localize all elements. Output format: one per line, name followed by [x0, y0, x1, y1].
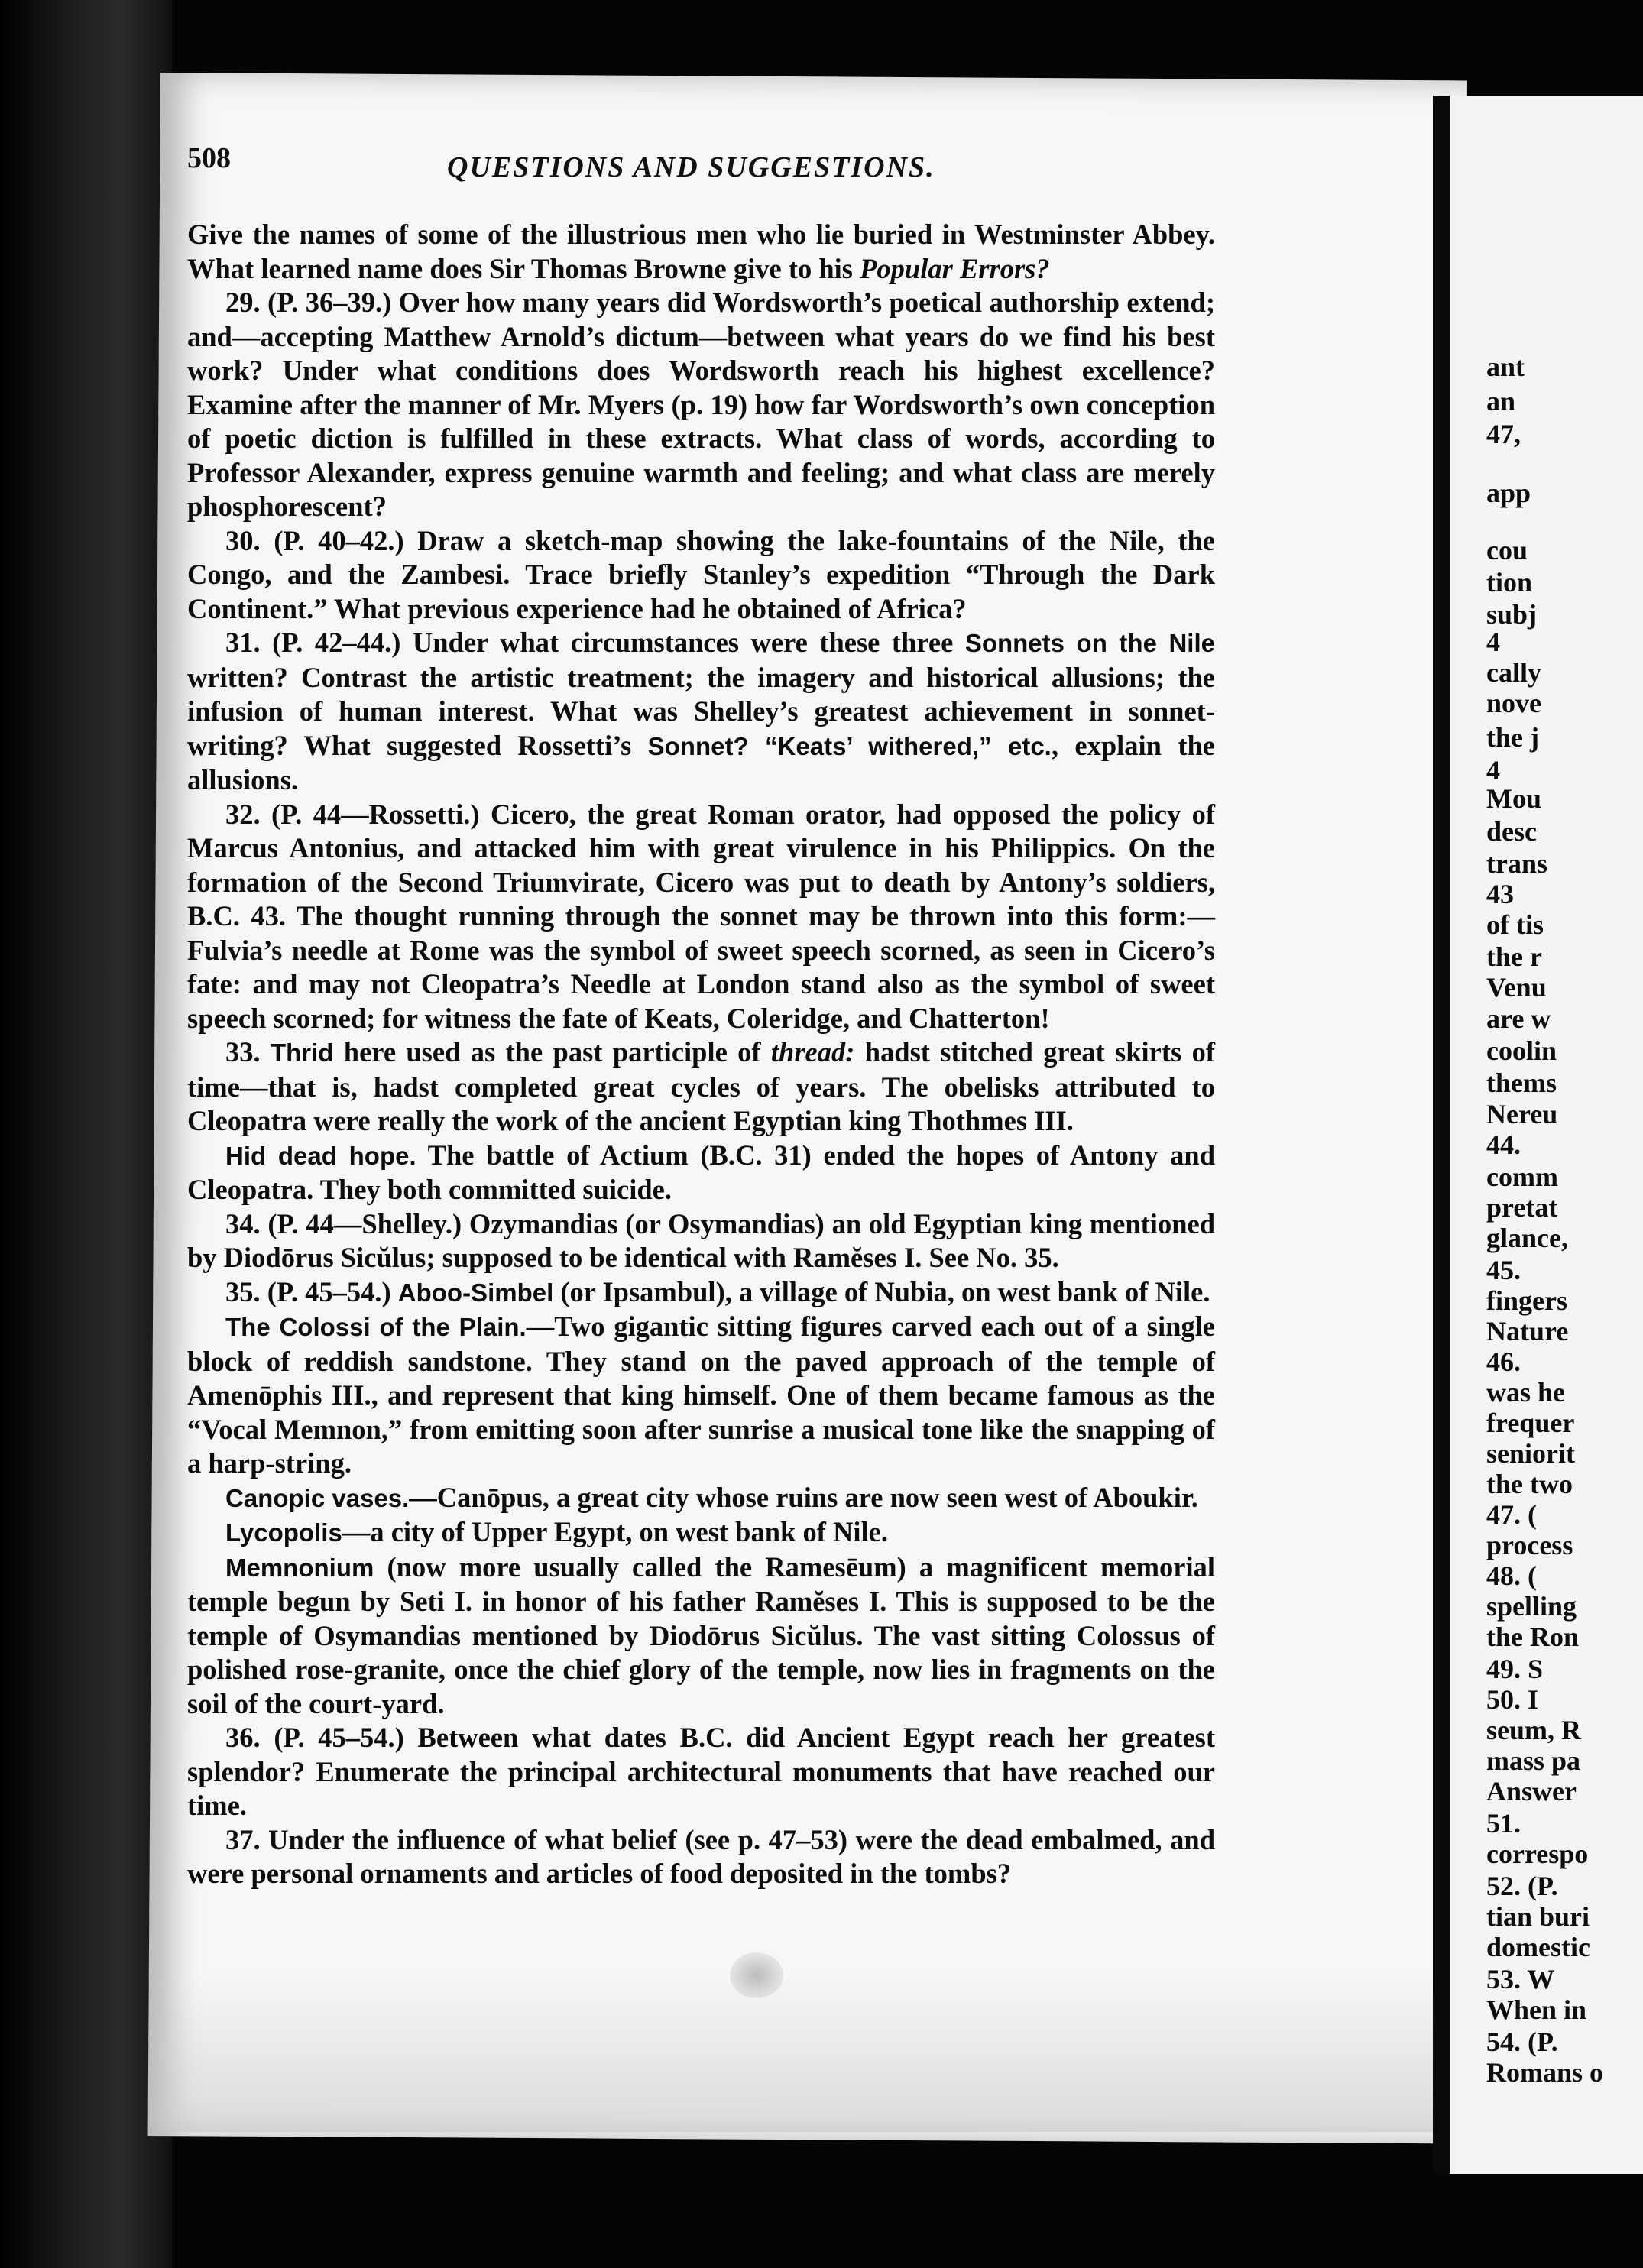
facing-page-fragment: Venu: [1486, 972, 1547, 1003]
page-shadow: [160, 1972, 1467, 2132]
bold-term: Thrid: [270, 1038, 334, 1067]
facing-page-fragment: of tis: [1486, 909, 1544, 940]
text-run: 32. (P. 44—Rossetti.) Cicero, the great Roman orator, had opposed the policy of Marcus Antonius, and attacked him with great virulence in his Philippics. On the formation of the Second Triumvirate, Cicero was put to death by Antony’s soldiers, B.C. 43. The thought running through the sonnet may be thrown into this form:—Fulvia’s needle at Rome was the symbol of sweet speech scorned, as seen in Cicero’s fate: and may not Cleopatra’s Needle at London stand also as the symbol of sweet speech scorned; for witness the fate of Keats, Coleridge, and Chatterton!: [187, 798, 1215, 1034]
facing-page-fragment: 50. I: [1486, 1684, 1539, 1715]
facing-page-fragment: the Ron: [1486, 1622, 1580, 1652]
facing-page-fragment: glance,: [1486, 1223, 1568, 1253]
facing-page-fragment: app: [1486, 478, 1531, 508]
facing-page-fragment: the j: [1486, 722, 1539, 753]
facing-page-fragment: 47. (: [1486, 1499, 1537, 1530]
text-run: hadst stitched great skirts of time—that is, hadst completed great cycles of years. The obelisks attributed to Cleopatra were really the work of the ancient Egyptian king Thothmes III.: [187, 1036, 1215, 1136]
facing-page-fragment: ant: [1486, 352, 1525, 382]
text-run: —Two gigantic sitting figures carved each out of a single block of reddish sandstone. They stand on the paved approach of the temple of Amenōphis III., and represent that king himself. One of them became famous as the “Vocal Memnon,” from emitting soon after sunrise a musical tone like the snapping of a harp-string.: [187, 1311, 1215, 1479]
facing-page-fragment: an: [1486, 386, 1516, 416]
facing-page-fragment: process: [1486, 1530, 1573, 1560]
facing-page-fragment: Mou: [1486, 783, 1541, 814]
text-run: (or Ipsambul), a village of Nubia, on west bank of Nile.: [553, 1275, 1210, 1307]
text-run: 29. (P. 36–39.) Over how many years did Wordsworth’s poetical authorship extend; and—accepting Matthew Arnold’s dictum—between what years do we find his best work? Under what conditions does Wordsworth reach his highest excellence? Examine after the manner of Mr. Myers (p. 19) how far Wordsworth’s own conception of poetic diction is fulfilled in these extracts. What class of words, according to Professor Alexander, express genuine warmth and feeling; and what class are merely phosphorescent?: [187, 287, 1215, 522]
text-run: —Canōpus, a great city whose ruins are now seen west of Aboukir.: [409, 1481, 1198, 1513]
text-run: 30. (P. 40–42.) Draw a sketch-map showing the lake-fountains of the Nile, the Congo, and the Zambesi. Trace briefly Stanley’s expedition “Through the Dark Continent.” What previous experience had he obtained of Africa?: [187, 524, 1215, 624]
facing-page-fragment: Nature: [1486, 1316, 1569, 1346]
bold-term: Lycopolis: [225, 1518, 342, 1547]
facing-page-fragment: 54. (P.: [1486, 2027, 1558, 2057]
facing-page-fragment: cally: [1486, 657, 1541, 688]
facing-page-fragment: 4: [1486, 627, 1500, 657]
text-run: 36. (P. 45–54.) Between what dates B.C. did Ancient Egypt reach her greatest splendor? Enumerate the principal architectural monuments that have reached our time.: [187, 1722, 1215, 1821]
facing-page-fragment: 47,: [1486, 419, 1521, 449]
facing-page-fragment: nove: [1486, 688, 1541, 718]
text-run: 33.: [225, 1036, 271, 1068]
text-run: 34. (P. 44—Shelley.) Ozymandias (or Osymandias) an old Egyptian king mentioned by Diodōrus Sicŭlus; supposed to be identical with Ramĕses I. See No. 35.: [187, 1207, 1215, 1273]
text-run: here used as the past participle of: [333, 1036, 771, 1068]
paragraph: [187, 524, 1215, 627]
paragraph: [187, 626, 1215, 798]
facing-page-fragment: 52. (P.: [1486, 1871, 1558, 1901]
text-run: written? Contrast the artistic treatment; the imagery and historical allusions; the infusion of human interest. What was Shelley’s greatest achievement in sonnet-writing? What suggested Rossetti’s: [187, 661, 1215, 761]
facing-page-fragment: frequer: [1486, 1408, 1575, 1438]
paragraph: [187, 1035, 1215, 1139]
paragraph: [187, 1310, 1215, 1481]
bold-term: Sonnets on the Nile: [964, 629, 1215, 657]
text-run: 35. (P. 45–54.): [225, 1275, 398, 1307]
facing-page-fragment: the two: [1486, 1469, 1573, 1499]
bold-term: Aboo-Simbel: [397, 1278, 554, 1307]
bold-term: Memnonium: [225, 1553, 374, 1582]
facing-page-fragment: tian buri: [1486, 1901, 1590, 1932]
paragraph: [187, 1207, 1215, 1275]
facing-page-fragment: 43: [1486, 879, 1514, 909]
text-run: —a city of Upper Egypt, on west bank of Nile.: [342, 1516, 888, 1547]
facing-page-fragment: 45.: [1486, 1255, 1521, 1285]
text-run: 31. (P. 42–44.) Under what circumstances were these three: [225, 627, 965, 658]
paragraph: [187, 1139, 1215, 1207]
facing-page-fragment: 51.: [1486, 1808, 1521, 1839]
running-head: [187, 141, 1551, 183]
paragraph: [187, 218, 1215, 286]
italic-text: thread:: [770, 1036, 855, 1068]
facing-page-fragment: domestic: [1486, 1932, 1590, 1962]
facing-page-fragment: pretat: [1486, 1192, 1558, 1223]
paragraph: [187, 1481, 1215, 1516]
facing-page-fragment: 49. S: [1486, 1654, 1544, 1684]
facing-page-fragment: seniorit: [1486, 1438, 1575, 1469]
facing-page-fragment: 4: [1486, 755, 1500, 786]
facing-page-fragment: correspo: [1486, 1839, 1589, 1869]
facing-page-fragment: Romans o: [1486, 2057, 1604, 2088]
text-run: (now more usually called the Ramesēum) a magnificent memorial temple begun by Seti I. in honor of his father Ramĕses I. This is supposed to be the temple of Osymandias mentioned by Diodōrus Sicŭlus. The vast sitting Colossus of polished rose-granite, once the chief glory of the temple, now lies in fragments on the soil of the court-yard.: [187, 1550, 1215, 1719]
paragraph: [187, 286, 1215, 524]
text-run: Give the names of some of the illustrious men who lie buried in Westminster Abbey. What learned name does Sir Thomas Browne give to his: [187, 219, 1215, 284]
bold-term: Hid dead hope.: [225, 1141, 416, 1170]
ink-smudge: [730, 1952, 783, 1998]
facing-page-fragment: subj: [1486, 599, 1538, 630]
page-number: 508: [187, 142, 231, 174]
paragraph: [187, 1515, 1215, 1550]
paragraph: [187, 798, 1215, 1036]
facing-page-fragment: When in: [1486, 1994, 1587, 2025]
facing-page-fragment: thems: [1486, 1068, 1557, 1098]
facing-page-fragment: 48. (: [1486, 1560, 1537, 1591]
book-spine-shadow: [0, 0, 172, 2268]
paragraph: [187, 1721, 1215, 1823]
facing-page-fragment: coolin: [1486, 1035, 1557, 1066]
facing-page-fragment: 46.: [1486, 1346, 1521, 1377]
italic-text: Popular Errors?: [860, 252, 1050, 284]
facing-page-fragment: tion: [1486, 567, 1533, 598]
text-run: The battle of Actium (B.C. 31) ended the hopes of Antony and Cleopatra. They both committed suicide.: [187, 1139, 1215, 1205]
facing-page-fragment: comm: [1486, 1162, 1558, 1192]
facing-page-fragment: Nereu: [1486, 1099, 1558, 1129]
text-run: , explain the allusions.: [187, 729, 1215, 795]
bold-term: Canopic vases.: [225, 1483, 410, 1512]
bold-term: Sonnet? “Keats’ withered,” etc.: [647, 731, 1052, 760]
facing-page-fragment: cou: [1486, 535, 1528, 565]
facing-page-fragment: the r: [1486, 941, 1542, 972]
facing-page-fragment: desc: [1486, 816, 1537, 847]
paragraph: [187, 1823, 1215, 1891]
facing-page-fragment: are w: [1486, 1003, 1551, 1034]
page-title: QUESTIONS AND SUGGESTIONS.: [447, 151, 935, 183]
facing-page-fragment: Answer: [1486, 1776, 1577, 1806]
bold-term: The Colossi of the Plain.: [225, 1313, 527, 1341]
facing-page-fragment: fingers: [1486, 1285, 1567, 1316]
facing-page-fragment: spelling: [1486, 1591, 1577, 1622]
facing-page: [1433, 96, 1643, 2174]
text-run: 37. Under the influence of what belief (see p. 47–53) were the dead embalmed, and were personal ornaments and articles of food deposited in the tombs?: [187, 1823, 1215, 1889]
facing-page-fragment: mass pa: [1486, 1745, 1581, 1776]
facing-page-fragment: trans: [1486, 848, 1547, 879]
paragraph: [187, 1550, 1215, 1722]
paragraph: [187, 1275, 1215, 1311]
body-text: [187, 218, 1215, 1891]
facing-page-fragment: was he: [1486, 1377, 1566, 1408]
facing-page-fragment: 53. W: [1486, 1964, 1555, 1994]
facing-page-fragment: 44.: [1486, 1129, 1521, 1160]
facing-page-fragment: seum, R: [1486, 1715, 1581, 1745]
